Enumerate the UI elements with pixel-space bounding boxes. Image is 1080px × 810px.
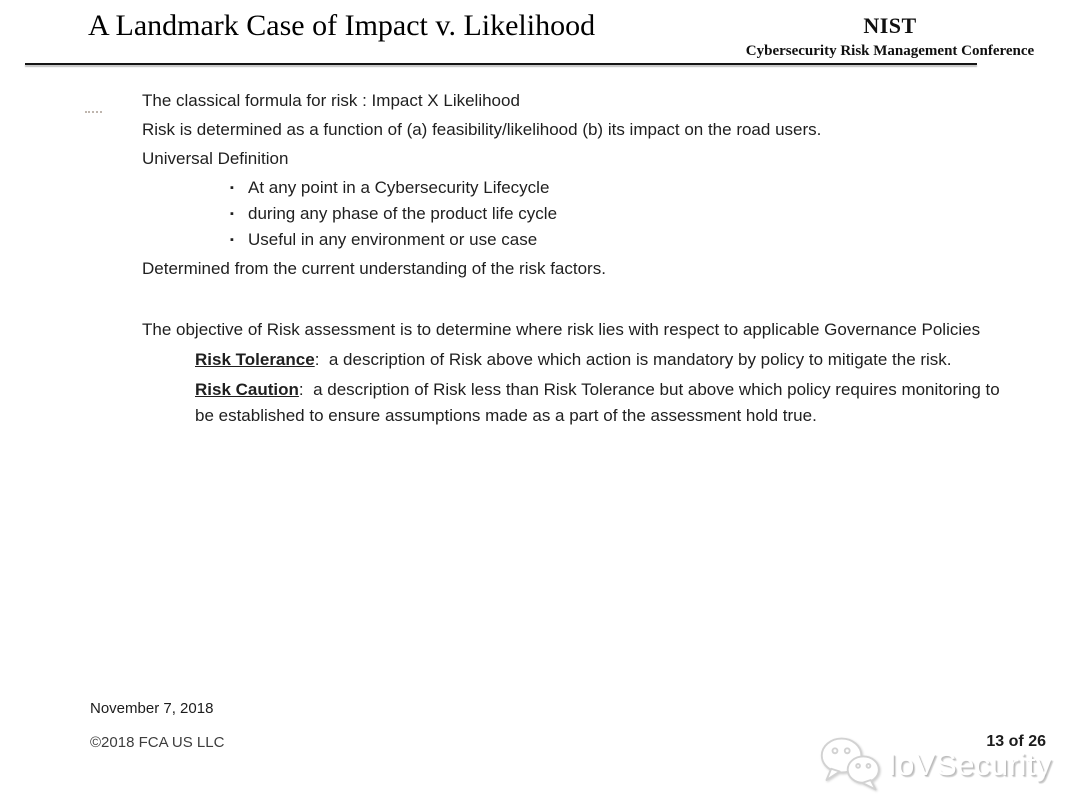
definition-risk-caution [195,377,1022,429]
bullet-text: At any point in a Cybersecurity Lifecycle [248,178,550,197]
footer-copyright: ©2018 FCA US LLC [90,734,225,751]
paragraph-classical-formula: The classical formula for risk : Impact X Likelihood [142,91,520,110]
square-bullet-icon: ▪ [230,234,234,246]
definition-risk-tolerance [195,347,1022,373]
slide-title: A Landmark Case of Impact v. Likelihood [88,9,596,42]
bullet-text: Useful in any environment or use case [248,230,538,249]
definition-description: : a description of Risk above which action is mandatory by policy to mitigate the risk. [314,350,952,369]
footer-date: November 7, 2018 [90,700,214,717]
paragraph-risk-determined: Risk is determined as a function of (a) feasibility/likelihood (b) its impact on the road users. [142,120,822,139]
wechat-bubbles-icon [818,734,884,794]
paragraph-determined: Determined from the current understanding of the risk factors. [142,259,606,278]
square-bullet-icon: ▪ [230,182,234,194]
list-item [142,227,1022,253]
definition-term: Risk Caution [195,380,299,399]
header-right [734,14,1046,60]
definition-term: Risk Tolerance [195,350,315,369]
margin-dash-mark [85,111,102,113]
list-item [142,201,1022,227]
slide-body [142,88,1022,429]
conference-name: Cybersecurity Risk Management Conference [745,43,1035,59]
paragraph-objective: The objective of Risk assessment is to determine where risk lies with respect to applicable Governance Policies [142,320,981,339]
org-name: NIST [863,13,917,38]
bullet-list [142,175,1022,253]
paragraph-universal-definition: Universal Definition [142,149,289,168]
bullet-text: during any phase of the product life cycle [248,204,558,223]
definition-description: : a description of Risk less than Risk Tolerance but above which policy requires monitoring to be established to ensure assumptions made as a part of the assessment hold true. [195,380,1005,425]
square-bullet-icon: ▪ [230,208,234,220]
header-rule [25,63,977,65]
list-item [142,175,1022,201]
definitions [195,347,1022,429]
page-number: 13 of 26 [986,733,1046,750]
watermark-text: IoVSecurity [887,746,1052,782]
